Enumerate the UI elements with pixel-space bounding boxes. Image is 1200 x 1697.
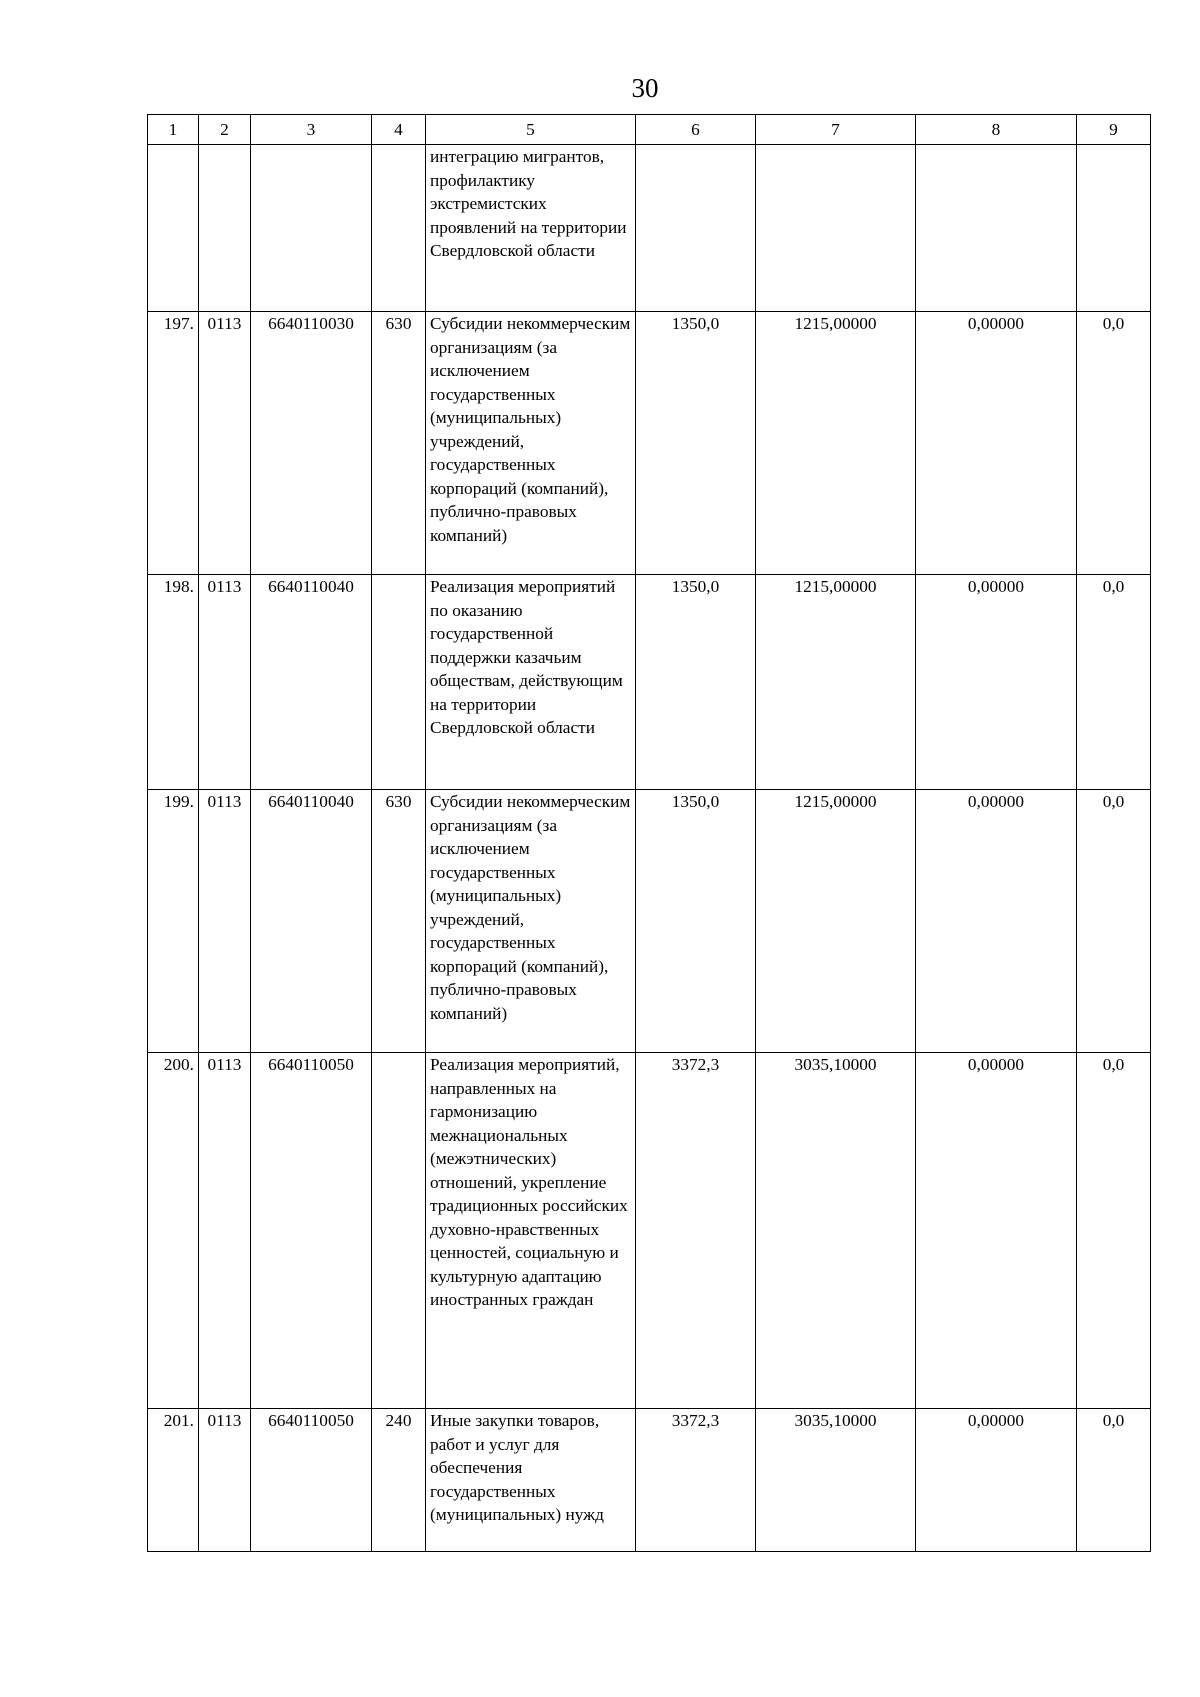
table-row bbox=[148, 1053, 1151, 1409]
header-col-8: 8 bbox=[916, 115, 1077, 145]
cell-desc: Реализация мероприятий, направленных на гармонизацию межнациональных (межэтнических) отношений, укрепление традиционных российских духовно-нравственных ценностей, социальную и культурную адаптацию иностранных граждан bbox=[426, 1053, 636, 1409]
table-row bbox=[148, 575, 1151, 790]
cell-col6: 1350,0 bbox=[636, 790, 756, 1053]
cell-num: 200. bbox=[148, 1053, 199, 1409]
cell-section bbox=[199, 145, 251, 312]
table-header-row bbox=[148, 115, 1151, 145]
cell-col6: 3372,3 bbox=[636, 1409, 756, 1552]
header-col-9: 9 bbox=[1077, 115, 1151, 145]
cell-section: 0113 bbox=[199, 790, 251, 1053]
cell-desc: Иные закупки товаров, работ и услуг для обеспечения государственных (муниципальных) нужд bbox=[426, 1409, 636, 1552]
header-col-6: 6 bbox=[636, 115, 756, 145]
cell-col9: 0,0 bbox=[1077, 575, 1151, 790]
cell-col7: 1215,00000 bbox=[756, 575, 916, 790]
cell-section: 0113 bbox=[199, 1409, 251, 1552]
cell-kind bbox=[372, 1053, 426, 1409]
cell-col7: 3035,10000 bbox=[756, 1053, 916, 1409]
header-col-4: 4 bbox=[372, 115, 426, 145]
cell-desc: Субсидии некоммерческим организациям (за исключением государственных (муниципальных) учреждений, государственных корпораций (компаний), публично-правовых компаний) bbox=[426, 790, 636, 1053]
cell-col9: 0,0 bbox=[1077, 1409, 1151, 1552]
cell-desc: Субсидии некоммерческим организациям (за исключением государственных (муниципальных) учреждений, государственных корпораций (компаний), публично-правовых компаний) bbox=[426, 312, 636, 575]
cell-num: 198. bbox=[148, 575, 199, 790]
cell-col6 bbox=[636, 145, 756, 312]
cell-col8: 0,00000 bbox=[916, 312, 1077, 575]
cell-col7 bbox=[756, 145, 916, 312]
table-row bbox=[148, 1409, 1151, 1552]
cell-section: 0113 bbox=[199, 575, 251, 790]
cell-section: 0113 bbox=[199, 1053, 251, 1409]
cell-col6: 1350,0 bbox=[636, 312, 756, 575]
cell-num: 197. bbox=[148, 312, 199, 575]
cell-col7: 1215,00000 bbox=[756, 790, 916, 1053]
cell-desc: Реализация мероприятий по оказанию государственной поддержки казачьим обществам, действующим на территории Свердловской области bbox=[426, 575, 636, 790]
cell-col9 bbox=[1077, 145, 1151, 312]
cell-target: 6640110050 bbox=[251, 1409, 372, 1552]
cell-col6: 1350,0 bbox=[636, 575, 756, 790]
table-row-continuation bbox=[148, 145, 1151, 312]
cell-col6: 3372,3 bbox=[636, 1053, 756, 1409]
table-row bbox=[148, 790, 1151, 1053]
cell-kind bbox=[372, 575, 426, 790]
cell-kind bbox=[372, 145, 426, 312]
cell-col9: 0,0 bbox=[1077, 790, 1151, 1053]
cell-col7: 1215,00000 bbox=[756, 312, 916, 575]
cell-num: 199. bbox=[148, 790, 199, 1053]
cell-kind: 630 bbox=[372, 312, 426, 575]
cell-target: 6640110030 bbox=[251, 312, 372, 575]
header-col-5: 5 bbox=[426, 115, 636, 145]
cell-col8 bbox=[916, 145, 1077, 312]
cell-col8: 0,00000 bbox=[916, 1053, 1077, 1409]
cell-col9: 0,0 bbox=[1077, 1053, 1151, 1409]
page-number: 30 bbox=[631, 73, 659, 103]
cell-target bbox=[251, 145, 372, 312]
header-col-2: 2 bbox=[199, 115, 251, 145]
cell-kind: 240 bbox=[372, 1409, 426, 1552]
cell-section: 0113 bbox=[199, 312, 251, 575]
cell-col7: 3035,10000 bbox=[756, 1409, 916, 1552]
header-col-3: 3 bbox=[251, 115, 372, 145]
cell-col9: 0,0 bbox=[1077, 312, 1151, 575]
cell-kind: 630 bbox=[372, 790, 426, 1053]
table-row bbox=[148, 312, 1151, 575]
header-col-1: 1 bbox=[148, 115, 199, 145]
cell-desc: интеграцию мигрантов, профилактику экстремистских проявлений на территории Свердловской области bbox=[426, 145, 636, 312]
cell-col8: 0,00000 bbox=[916, 790, 1077, 1053]
cell-col8: 0,00000 bbox=[916, 1409, 1077, 1552]
header-col-7: 7 bbox=[756, 115, 916, 145]
cell-num: 201. bbox=[148, 1409, 199, 1552]
cell-target: 6640110050 bbox=[251, 1053, 372, 1409]
cell-target: 6640110040 bbox=[251, 790, 372, 1053]
cell-num bbox=[148, 145, 199, 312]
cell-target: 6640110040 bbox=[251, 575, 372, 790]
budget-table bbox=[147, 114, 1151, 1552]
cell-col8: 0,00000 bbox=[916, 575, 1077, 790]
